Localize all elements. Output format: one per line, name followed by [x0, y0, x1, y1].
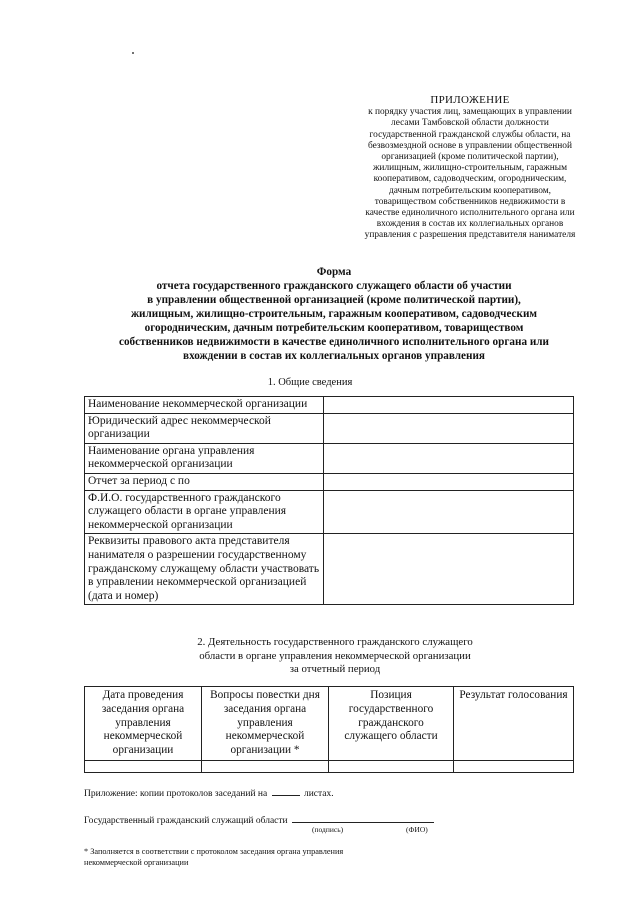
footnote	[84, 847, 444, 868]
appendix-line: качестве единоличного исполнительного органа или	[365, 208, 575, 219]
row-label: Юридический адрес некоммерческой организации	[85, 413, 324, 443]
appendix-line: управления с разрешения представителя нанимателя	[364, 230, 576, 241]
footnote-line: некоммерческой организации	[84, 857, 189, 867]
table-row	[85, 534, 574, 605]
attachment-prefix: Приложение: копии протоколов заседаний на	[84, 789, 268, 799]
row-label: Наименование органа управления некоммерческой организации	[85, 443, 324, 473]
appendix-heading: ПРИЛОЖЕНИЕ	[430, 94, 510, 106]
table-row	[85, 760, 574, 772]
appendix-block	[340, 95, 600, 242]
form-title-line: отчета государственного гражданского служащего области об участии	[156, 280, 512, 292]
table-row	[85, 397, 574, 414]
signature-caption: (подпись)	[312, 825, 344, 834]
table-row	[85, 443, 574, 473]
activity-table	[84, 686, 574, 773]
table-cell[interactable]	[202, 760, 329, 772]
appendix-line: вхождения в состав их коллегиальных органов	[376, 219, 564, 230]
signer-label: Государственный гражданский служащий области	[84, 816, 288, 826]
appendix-line: организацией (кроме политической партии),	[381, 152, 559, 163]
appendix-line: государственной гражданской службы области, на	[369, 129, 571, 140]
table-cell[interactable]	[329, 760, 454, 772]
row-value-cell[interactable]	[324, 413, 574, 443]
column-header-result: Результат голосования	[454, 687, 574, 761]
table-header-row	[85, 687, 574, 761]
appendix-line: жилищным, жилищно-строительным, гаражным	[372, 163, 568, 174]
row-label: Ф.И.О. государственного гражданского служащего области в органе управления некоммерческой организации	[85, 490, 324, 534]
form-title-line: вхождении в состав их коллегиальных органов управления	[183, 350, 485, 362]
table-row	[85, 413, 574, 443]
appendix-line: товариществом собственников недвижимости в	[374, 196, 566, 207]
sheet-count-field[interactable]	[272, 787, 300, 796]
row-value-cell[interactable]	[324, 534, 574, 605]
signature-field[interactable]	[292, 814, 434, 823]
form-title-line: жилищным, жилищно-строительным, гаражным кооперативом, садоводческим	[130, 308, 538, 320]
table-cell[interactable]	[454, 760, 574, 772]
attachment-suffix: листах.	[303, 789, 334, 799]
row-label: Наименование некоммерческой организации	[85, 397, 324, 414]
column-header-position: Позиция государственного гражданского служащего области	[329, 687, 454, 761]
section1-title: 1. Общие сведения	[267, 377, 353, 388]
footnote-line: * Заполняется в соответствии с протоколом заседания органа управления	[84, 847, 344, 856]
general-info-table	[84, 396, 574, 605]
appendix-line: лесами Тамбовской области должности	[391, 118, 549, 129]
row-label: Отчет за период с по	[85, 473, 324, 490]
table-cell[interactable]	[85, 760, 202, 772]
appendix-line: дачным потребительским кооперативом,	[388, 185, 551, 196]
row-value-cell[interactable]	[324, 490, 574, 534]
column-header-date: Дата проведения заседания органа управления некоммерческой организации	[85, 687, 202, 761]
section2-title-line: области в органе управления некоммерческой организации	[199, 649, 471, 662]
row-value-cell[interactable]	[324, 443, 574, 473]
section2-title-line: за отчетный период	[289, 663, 381, 676]
appendix-line: к порядку участия лиц, замещающих в управлении	[368, 107, 572, 118]
table-row	[85, 490, 574, 534]
form-title-block	[78, 265, 590, 363]
row-value-cell[interactable]	[324, 473, 574, 490]
form-title-line: в управлении общественной организацией (кроме политической партии),	[147, 294, 521, 306]
row-value-cell[interactable]	[324, 397, 574, 414]
attachment-note	[84, 787, 334, 799]
name-caption: (ФИО)	[406, 825, 428, 834]
section2-title	[150, 636, 520, 677]
form-heading: Форма	[316, 266, 352, 278]
appendix-line: кооперативом, садоводческим, огородническим,	[373, 174, 567, 185]
table-row	[85, 473, 574, 490]
scan-speck	[132, 52, 134, 54]
appendix-line: безвозмездной основе в управлении общественной	[368, 140, 572, 151]
row-label: Реквизиты правового акта представителя нанимателя о разрешении государственному гражданскому служащему области участвовать в управлении некоммерческой организацией (дата и номер)	[85, 534, 324, 605]
form-title-line: огородническим, дачным потребительским кооперативом, товариществом	[144, 322, 524, 334]
form-title-line: собственников недвижимости в качестве единоличного исполнительного органа или	[118, 336, 550, 348]
section2-title-line: 2. Деятельность государственного гражданского служащего	[197, 636, 473, 648]
column-header-agenda: Вопросы повестки дня заседания органа управления некоммерческой организации *	[202, 687, 329, 761]
